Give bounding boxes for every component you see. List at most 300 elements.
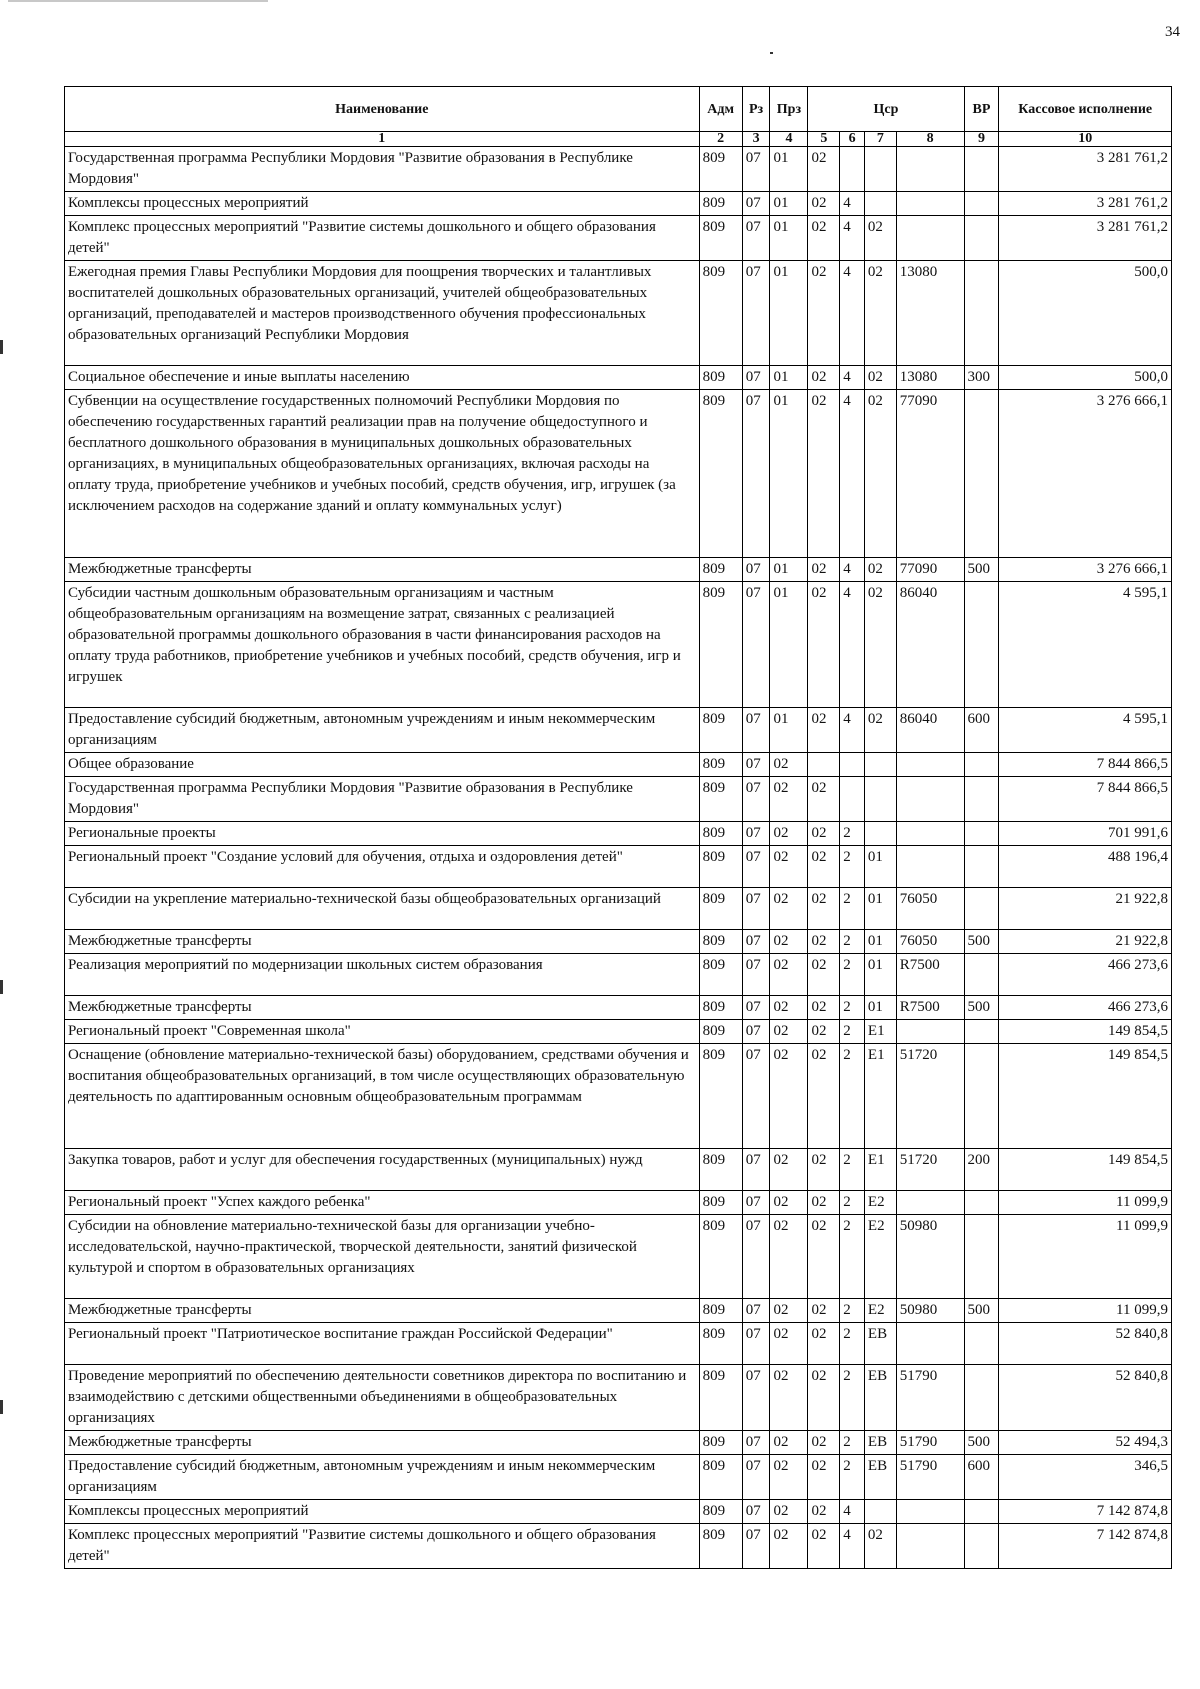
row-code-cell: 4 bbox=[840, 261, 865, 366]
row-code-cell: E1 bbox=[864, 1149, 896, 1191]
row-code-cell: 02 bbox=[808, 1299, 840, 1323]
row-code-cell: 809 bbox=[699, 192, 742, 216]
row-code-cell: 02 bbox=[770, 1299, 808, 1323]
table-row bbox=[65, 996, 1172, 1020]
row-code-cell: 809 bbox=[699, 1455, 742, 1500]
row-code-cell bbox=[864, 753, 896, 777]
row-code-cell: 02 bbox=[808, 261, 840, 366]
row-sum-cell: 3 281 761,2 bbox=[999, 216, 1172, 261]
row-code-cell: 07 bbox=[742, 708, 770, 753]
row-name-cell: Предоставление субсидий бюджетным, автономным учреждениям и иным некоммерческим организациям bbox=[65, 708, 700, 753]
row-code-cell: 02 bbox=[864, 390, 896, 558]
row-name-cell: Региональный проект "Создание условий для обучения, отдыха и оздоровления детей" bbox=[65, 846, 700, 888]
row-code-cell: 07 bbox=[742, 1044, 770, 1149]
row-code-cell: 809 bbox=[699, 996, 742, 1020]
row-sum-cell: 52 494,3 bbox=[999, 1431, 1172, 1455]
row-code-cell: 2 bbox=[840, 1365, 865, 1431]
scan-dot-mark bbox=[770, 52, 773, 54]
column-number-row bbox=[65, 132, 1172, 147]
row-code-cell bbox=[896, 777, 964, 822]
row-name-cell: Ежегодная премия Главы Республики Мордовия для поощрения творческих и талантливых воспитателей дошкольных образовательных организаций, учителей общеобразовательных организаций, преподавателей и мастеров производственного обучения профессиональных образовательных организаций Республики Мордовия bbox=[65, 261, 700, 366]
row-code-cell: 02 bbox=[770, 1431, 808, 1455]
row-code-cell: 07 bbox=[742, 390, 770, 558]
row-code-cell: 07 bbox=[742, 777, 770, 822]
row-code-cell: 809 bbox=[699, 147, 742, 192]
header-prz: Прз bbox=[770, 87, 808, 132]
row-name-cell: Региональные проекты bbox=[65, 822, 700, 846]
row-code-cell: E1 bbox=[864, 1044, 896, 1149]
row-code-cell: 01 bbox=[770, 261, 808, 366]
row-name-cell: Межбюджетные трансферты bbox=[65, 996, 700, 1020]
row-name-cell: Государственная программа Республики Мордовия "Развитие образования в Республике Мордовия" bbox=[65, 777, 700, 822]
row-code-cell: 77090 bbox=[896, 558, 964, 582]
row-name-cell: Региональный проект "Современная школа" bbox=[65, 1020, 700, 1044]
row-code-cell: 07 bbox=[742, 930, 770, 954]
row-code-cell: 07 bbox=[742, 996, 770, 1020]
row-code-cell: EB bbox=[864, 1431, 896, 1455]
row-code-cell bbox=[964, 147, 999, 192]
row-code-cell: 07 bbox=[742, 1149, 770, 1191]
row-code-cell: 2 bbox=[840, 822, 865, 846]
row-code-cell bbox=[964, 1020, 999, 1044]
row-code-cell: 809 bbox=[699, 216, 742, 261]
row-code-cell: 01 bbox=[770, 366, 808, 390]
row-code-cell: 809 bbox=[699, 954, 742, 996]
row-code-cell: 02 bbox=[808, 822, 840, 846]
row-code-cell bbox=[896, 216, 964, 261]
row-name-cell: Межбюджетные трансферты bbox=[65, 1299, 700, 1323]
row-code-cell: 02 bbox=[808, 930, 840, 954]
row-code-cell: 07 bbox=[742, 366, 770, 390]
row-code-cell bbox=[964, 1524, 999, 1569]
row-code-cell: 02 bbox=[808, 954, 840, 996]
row-code-cell: 07 bbox=[742, 1455, 770, 1500]
row-code-cell: 809 bbox=[699, 1149, 742, 1191]
row-code-cell: 809 bbox=[699, 558, 742, 582]
row-code-cell bbox=[964, 390, 999, 558]
row-code-cell bbox=[896, 1323, 964, 1365]
column-number: 3 bbox=[742, 132, 770, 147]
table-row bbox=[65, 1455, 1172, 1500]
row-code-cell bbox=[964, 1500, 999, 1524]
row-code-cell: 4 bbox=[840, 366, 865, 390]
row-code-cell: EB bbox=[864, 1455, 896, 1500]
row-sum-cell: 466 273,6 bbox=[999, 954, 1172, 996]
row-code-cell: 02 bbox=[864, 558, 896, 582]
row-sum-cell: 7 844 866,5 bbox=[999, 777, 1172, 822]
row-code-cell bbox=[896, 1020, 964, 1044]
row-name-cell: Проведение мероприятий по обеспечению деятельности советников директора по воспитанию и взаимодействию с детскими общественными объединениями в общеобразовательных организациях bbox=[65, 1365, 700, 1431]
row-code-cell: 07 bbox=[742, 1500, 770, 1524]
row-sum-cell: 149 854,5 bbox=[999, 1149, 1172, 1191]
row-code-cell bbox=[840, 753, 865, 777]
row-name-cell: Комплекс процессных мероприятий "Развитие системы дошкольного и общего образования детей" bbox=[65, 1524, 700, 1569]
row-code-cell: 2 bbox=[840, 930, 865, 954]
column-number: 5 bbox=[808, 132, 840, 147]
row-code-cell: 13080 bbox=[896, 261, 964, 366]
row-code-cell bbox=[964, 1044, 999, 1149]
row-name-cell: Межбюджетные трансферты bbox=[65, 1431, 700, 1455]
row-code-cell: 2 bbox=[840, 1299, 865, 1323]
row-code-cell: 76050 bbox=[896, 930, 964, 954]
row-code-cell: 02 bbox=[808, 1044, 840, 1149]
row-code-cell: 07 bbox=[742, 1524, 770, 1569]
row-code-cell: 809 bbox=[699, 1524, 742, 1569]
row-code-cell: 02 bbox=[864, 1524, 896, 1569]
row-code-cell: EB bbox=[864, 1323, 896, 1365]
table-row bbox=[65, 366, 1172, 390]
row-code-cell: 02 bbox=[864, 216, 896, 261]
row-code-cell: 02 bbox=[808, 582, 840, 708]
row-code-cell: 2 bbox=[840, 996, 865, 1020]
row-code-cell: 01 bbox=[864, 996, 896, 1020]
row-code-cell: 07 bbox=[742, 846, 770, 888]
row-code-cell: 77090 bbox=[896, 390, 964, 558]
row-code-cell: 02 bbox=[808, 1365, 840, 1431]
row-sum-cell: 11 099,9 bbox=[999, 1191, 1172, 1215]
row-code-cell: 809 bbox=[699, 1299, 742, 1323]
row-name-cell: Региональный проект "Успех каждого ребенка" bbox=[65, 1191, 700, 1215]
row-code-cell: R7500 bbox=[896, 996, 964, 1020]
row-code-cell: 02 bbox=[808, 996, 840, 1020]
row-sum-cell: 500,0 bbox=[999, 366, 1172, 390]
row-code-cell: E2 bbox=[864, 1215, 896, 1299]
column-number: 2 bbox=[699, 132, 742, 147]
row-code-cell: 4 bbox=[840, 558, 865, 582]
row-name-cell: Межбюджетные трансферты bbox=[65, 930, 700, 954]
row-code-cell: 4 bbox=[840, 708, 865, 753]
row-code-cell: 07 bbox=[742, 1431, 770, 1455]
row-sum-cell: 488 196,4 bbox=[999, 846, 1172, 888]
row-code-cell: 07 bbox=[742, 582, 770, 708]
row-name-cell: Региональный проект "Патриотическое воспитание граждан Российской Федерации" bbox=[65, 1323, 700, 1365]
row-code-cell: 02 bbox=[770, 1365, 808, 1431]
row-name-cell: Социальное обеспечение и иные выплаты населению bbox=[65, 366, 700, 390]
row-code-cell: 02 bbox=[808, 708, 840, 753]
row-code-cell: 02 bbox=[770, 777, 808, 822]
row-code-cell bbox=[840, 147, 865, 192]
row-code-cell: 809 bbox=[699, 1500, 742, 1524]
row-name-cell: Общее образование bbox=[65, 753, 700, 777]
row-code-cell bbox=[840, 777, 865, 822]
column-number: 10 bbox=[999, 132, 1172, 147]
row-code-cell: 500 bbox=[964, 930, 999, 954]
row-code-cell bbox=[964, 582, 999, 708]
row-code-cell: 07 bbox=[742, 1299, 770, 1323]
row-code-cell: 2 bbox=[840, 1191, 865, 1215]
row-code-cell bbox=[964, 753, 999, 777]
row-code-cell: 4 bbox=[840, 1524, 865, 1569]
row-code-cell: 500 bbox=[964, 1431, 999, 1455]
row-code-cell: E2 bbox=[864, 1299, 896, 1323]
row-code-cell: 02 bbox=[808, 846, 840, 888]
row-code-cell bbox=[808, 753, 840, 777]
row-code-cell bbox=[864, 777, 896, 822]
row-code-cell bbox=[896, 1191, 964, 1215]
row-code-cell: 02 bbox=[770, 1500, 808, 1524]
row-code-cell bbox=[964, 1365, 999, 1431]
row-code-cell: 02 bbox=[864, 708, 896, 753]
row-code-cell: 02 bbox=[808, 366, 840, 390]
row-code-cell: 809 bbox=[699, 1323, 742, 1365]
row-code-cell: 02 bbox=[864, 261, 896, 366]
row-code-cell: 02 bbox=[808, 888, 840, 930]
row-code-cell bbox=[864, 822, 896, 846]
row-code-cell: 01 bbox=[770, 147, 808, 192]
row-code-cell: 01 bbox=[770, 192, 808, 216]
table-row bbox=[65, 1323, 1172, 1365]
table-row bbox=[65, 846, 1172, 888]
row-code-cell: 200 bbox=[964, 1149, 999, 1191]
row-name-cell: Субсидии частным дошкольным образовательным организациям и частным общеобразовательным организациям на возмещение затрат, связанных с реализацией образовательной программы дошкольного образования в части финансирования расходов на оплату труда работников, приобретение учебников и учебных пособий, средств обучения, игр и игрушек bbox=[65, 582, 700, 708]
row-code-cell: 809 bbox=[699, 1191, 742, 1215]
row-code-cell: 809 bbox=[699, 708, 742, 753]
row-code-cell bbox=[964, 216, 999, 261]
row-code-cell: 02 bbox=[808, 1020, 840, 1044]
row-code-cell bbox=[964, 192, 999, 216]
row-code-cell: 809 bbox=[699, 582, 742, 708]
row-code-cell: 02 bbox=[808, 1191, 840, 1215]
binding-mark bbox=[0, 340, 3, 354]
row-sum-cell: 52 840,8 bbox=[999, 1323, 1172, 1365]
row-code-cell: 809 bbox=[699, 753, 742, 777]
row-code-cell bbox=[864, 147, 896, 192]
row-code-cell: 02 bbox=[770, 1191, 808, 1215]
row-code-cell: 4 bbox=[840, 192, 865, 216]
row-code-cell: 07 bbox=[742, 753, 770, 777]
row-sum-cell: 21 922,8 bbox=[999, 888, 1172, 930]
row-code-cell: 2 bbox=[840, 846, 865, 888]
row-code-cell: 02 bbox=[808, 1323, 840, 1365]
row-code-cell: 07 bbox=[742, 558, 770, 582]
row-name-cell: Межбюджетные трансферты bbox=[65, 558, 700, 582]
row-sum-cell: 52 840,8 bbox=[999, 1365, 1172, 1431]
row-code-cell: E2 bbox=[864, 1191, 896, 1215]
row-name-cell: Комплексы процессных мероприятий bbox=[65, 192, 700, 216]
header-sum: Кассовое исполнение bbox=[999, 87, 1172, 132]
row-sum-cell: 346,5 bbox=[999, 1455, 1172, 1500]
row-code-cell: 01 bbox=[864, 846, 896, 888]
table-row bbox=[65, 1215, 1172, 1299]
row-code-cell: 500 bbox=[964, 996, 999, 1020]
row-code-cell: 809 bbox=[699, 1020, 742, 1044]
page-number: 34 bbox=[1165, 24, 1180, 40]
row-code-cell: 02 bbox=[770, 888, 808, 930]
table-row bbox=[65, 1524, 1172, 1569]
row-code-cell: 809 bbox=[699, 930, 742, 954]
row-code-cell: 07 bbox=[742, 261, 770, 366]
table-row bbox=[65, 822, 1172, 846]
row-code-cell: 02 bbox=[770, 930, 808, 954]
row-name-cell: Закупка товаров, работ и услуг для обеспечения государственных (муниципальных) нужд bbox=[65, 1149, 700, 1191]
row-code-cell: 4 bbox=[840, 390, 865, 558]
row-sum-cell: 3 281 761,2 bbox=[999, 147, 1172, 192]
row-code-cell: E1 bbox=[864, 1020, 896, 1044]
row-code-cell bbox=[896, 753, 964, 777]
table-row bbox=[65, 954, 1172, 996]
row-code-cell: 2 bbox=[840, 1215, 865, 1299]
binding-mark bbox=[0, 1400, 3, 1414]
row-code-cell bbox=[964, 1215, 999, 1299]
row-code-cell: 07 bbox=[742, 822, 770, 846]
row-code-cell bbox=[964, 261, 999, 366]
row-code-cell bbox=[964, 888, 999, 930]
row-code-cell bbox=[964, 777, 999, 822]
row-code-cell: 02 bbox=[770, 996, 808, 1020]
table-row bbox=[65, 1044, 1172, 1149]
row-code-cell: 02 bbox=[770, 1323, 808, 1365]
table-row bbox=[65, 558, 1172, 582]
row-code-cell bbox=[896, 1500, 964, 1524]
row-code-cell: 02 bbox=[770, 954, 808, 996]
row-code-cell: 13080 bbox=[896, 366, 964, 390]
row-code-cell: 07 bbox=[742, 954, 770, 996]
row-code-cell bbox=[896, 822, 964, 846]
row-code-cell: 02 bbox=[808, 558, 840, 582]
row-code-cell: 07 bbox=[742, 192, 770, 216]
row-code-cell: 2 bbox=[840, 1323, 865, 1365]
row-code-cell: 2 bbox=[840, 1455, 865, 1500]
table-row bbox=[65, 390, 1172, 558]
table-row bbox=[65, 1020, 1172, 1044]
table-row bbox=[65, 708, 1172, 753]
table-row bbox=[65, 1149, 1172, 1191]
row-code-cell: 809 bbox=[699, 1215, 742, 1299]
row-sum-cell: 149 854,5 bbox=[999, 1044, 1172, 1149]
row-sum-cell: 11 099,9 bbox=[999, 1299, 1172, 1323]
column-number: 6 bbox=[840, 132, 865, 147]
row-code-cell: 02 bbox=[808, 192, 840, 216]
table-row bbox=[65, 753, 1172, 777]
row-code-cell bbox=[896, 192, 964, 216]
row-code-cell: 02 bbox=[808, 777, 840, 822]
table-row bbox=[65, 1299, 1172, 1323]
row-code-cell: 07 bbox=[742, 1323, 770, 1365]
row-code-cell: 02 bbox=[808, 216, 840, 261]
row-code-cell: 02 bbox=[770, 1215, 808, 1299]
header-vr: ВР bbox=[964, 87, 999, 132]
row-code-cell: 02 bbox=[770, 1020, 808, 1044]
column-number: 8 bbox=[896, 132, 964, 147]
row-code-cell: 07 bbox=[742, 1215, 770, 1299]
row-code-cell bbox=[864, 192, 896, 216]
row-code-cell: 01 bbox=[770, 216, 808, 261]
row-code-cell: 86040 bbox=[896, 708, 964, 753]
row-code-cell: R7500 bbox=[896, 954, 964, 996]
row-code-cell: 02 bbox=[808, 1524, 840, 1569]
row-name-cell: Субсидии на обновление материально-технической базы для организации учебно-исследовательской, научно-практической, творческой деятельности, занятий физической культурой и спортом в образовательных организациях bbox=[65, 1215, 700, 1299]
row-code-cell: 809 bbox=[699, 261, 742, 366]
row-sum-cell: 3 276 666,1 bbox=[999, 558, 1172, 582]
row-code-cell: 809 bbox=[699, 846, 742, 888]
row-sum-cell: 4 595,1 bbox=[999, 582, 1172, 708]
row-sum-cell: 500,0 bbox=[999, 261, 1172, 366]
header-tsr: Цср bbox=[808, 87, 964, 132]
row-code-cell: 500 bbox=[964, 558, 999, 582]
table-row bbox=[65, 1431, 1172, 1455]
row-code-cell: 51790 bbox=[896, 1431, 964, 1455]
row-code-cell: 2 bbox=[840, 1020, 865, 1044]
row-code-cell: 51720 bbox=[896, 1044, 964, 1149]
row-sum-cell: 149 854,5 bbox=[999, 1020, 1172, 1044]
row-sum-cell: 7 142 874,8 bbox=[999, 1500, 1172, 1524]
row-code-cell: 02 bbox=[770, 1455, 808, 1500]
row-code-cell: 07 bbox=[742, 1365, 770, 1431]
table-row bbox=[65, 582, 1172, 708]
table-row bbox=[65, 1191, 1172, 1215]
table-row bbox=[65, 261, 1172, 366]
row-code-cell: 07 bbox=[742, 147, 770, 192]
row-code-cell: 02 bbox=[770, 1524, 808, 1569]
table-body bbox=[65, 147, 1172, 1569]
row-code-cell: 51790 bbox=[896, 1455, 964, 1500]
header-name: Наименование bbox=[65, 87, 700, 132]
row-code-cell: 4 bbox=[840, 1500, 865, 1524]
table-row bbox=[65, 147, 1172, 192]
row-code-cell bbox=[964, 954, 999, 996]
row-code-cell: 07 bbox=[742, 216, 770, 261]
row-code-cell: 50980 bbox=[896, 1215, 964, 1299]
budget-execution-table bbox=[64, 86, 1172, 1569]
row-code-cell bbox=[864, 1500, 896, 1524]
row-code-cell: 4 bbox=[840, 216, 865, 261]
row-sum-cell: 4 595,1 bbox=[999, 708, 1172, 753]
table-row bbox=[65, 1365, 1172, 1431]
row-code-cell: 01 bbox=[864, 954, 896, 996]
row-code-cell: 02 bbox=[770, 822, 808, 846]
row-name-cell: Реализация мероприятий по модернизации школьных систем образования bbox=[65, 954, 700, 996]
row-code-cell: 809 bbox=[699, 1044, 742, 1149]
row-sum-cell: 701 991,6 bbox=[999, 822, 1172, 846]
row-code-cell: 2 bbox=[840, 1149, 865, 1191]
scan-edge-mark bbox=[8, 0, 268, 2]
row-code-cell: 809 bbox=[699, 1431, 742, 1455]
row-code-cell: 07 bbox=[742, 888, 770, 930]
column-number: 9 bbox=[964, 132, 999, 147]
row-code-cell: 01 bbox=[770, 558, 808, 582]
row-name-cell: Государственная программа Республики Мордовия "Развитие образования в Республике Мордовия" bbox=[65, 147, 700, 192]
row-sum-cell: 21 922,8 bbox=[999, 930, 1172, 954]
table-header-row bbox=[65, 87, 1172, 132]
row-code-cell bbox=[896, 147, 964, 192]
header-rz: Рз bbox=[742, 87, 770, 132]
row-code-cell: 02 bbox=[808, 390, 840, 558]
row-code-cell: 02 bbox=[770, 1149, 808, 1191]
row-name-cell: Предоставление субсидий бюджетным, автономным учреждениям и иным некоммерческим организациям bbox=[65, 1455, 700, 1500]
row-code-cell: 07 bbox=[742, 1020, 770, 1044]
table-row bbox=[65, 930, 1172, 954]
row-code-cell: 809 bbox=[699, 366, 742, 390]
row-code-cell: 02 bbox=[808, 1500, 840, 1524]
row-code-cell: 51720 bbox=[896, 1149, 964, 1191]
row-sum-cell: 7 844 866,5 bbox=[999, 753, 1172, 777]
row-code-cell: 02 bbox=[808, 1431, 840, 1455]
row-code-cell: 809 bbox=[699, 390, 742, 558]
row-sum-cell: 11 099,9 bbox=[999, 1215, 1172, 1299]
column-number: 7 bbox=[864, 132, 896, 147]
row-code-cell: 02 bbox=[808, 1149, 840, 1191]
row-sum-cell: 466 273,6 bbox=[999, 996, 1172, 1020]
column-number: 1 bbox=[65, 132, 700, 147]
row-name-cell: Комплекс процессных мероприятий "Развитие системы дошкольного и общего образования детей" bbox=[65, 216, 700, 261]
table-row bbox=[65, 192, 1172, 216]
row-code-cell: 02 bbox=[808, 1215, 840, 1299]
table-row bbox=[65, 777, 1172, 822]
row-code-cell bbox=[896, 1524, 964, 1569]
row-code-cell: 600 bbox=[964, 708, 999, 753]
row-code-cell: 01 bbox=[770, 708, 808, 753]
row-name-cell: Субсидии на укрепление материально-технической базы общеобразовательных организаций bbox=[65, 888, 700, 930]
